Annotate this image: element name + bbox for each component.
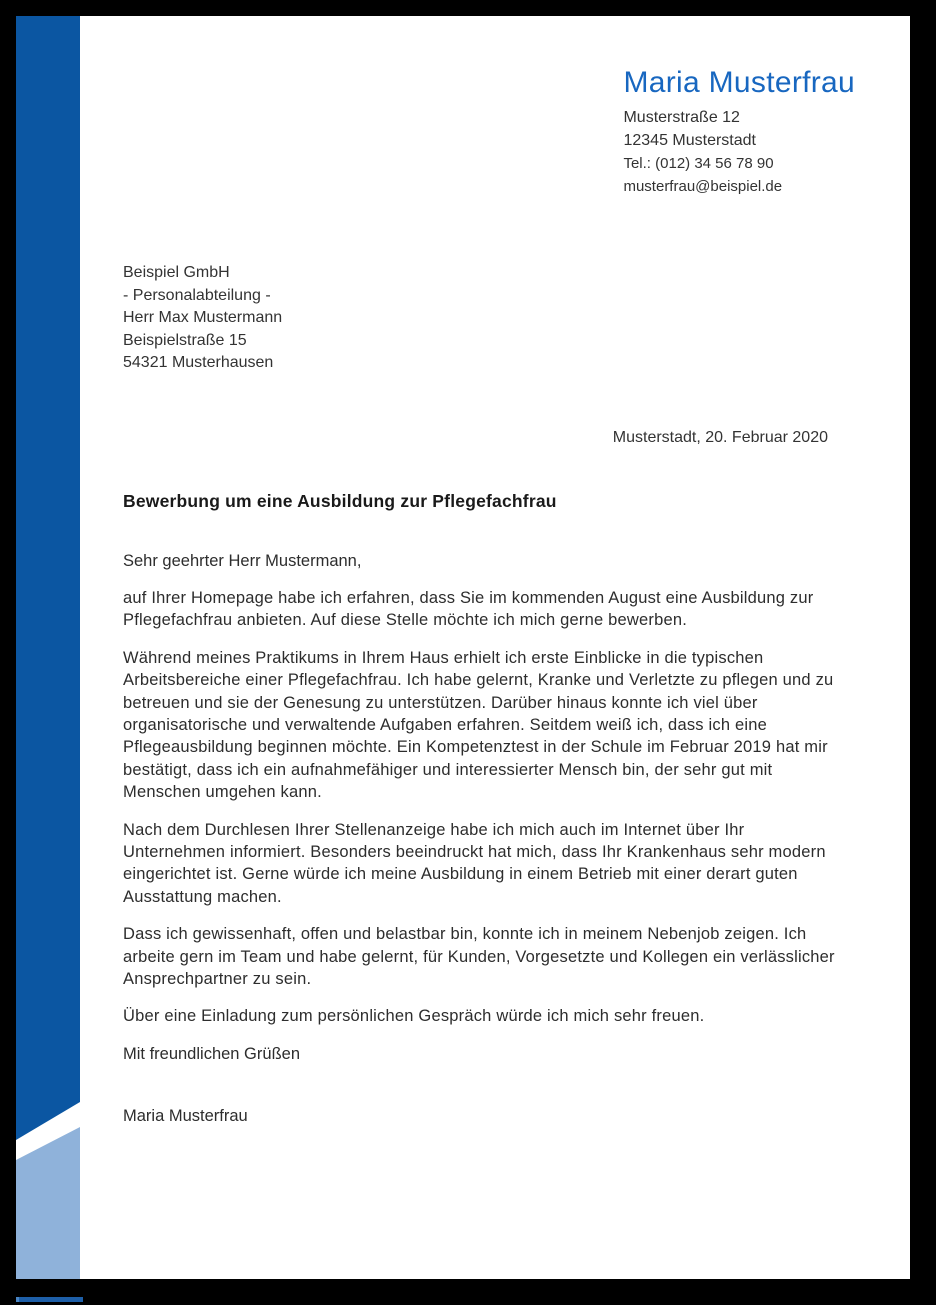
letter-content [123,16,855,1128]
sender-block [123,66,855,198]
body-paragraph: Nach dem Durchlesen Ihrer Stellenanzeige habe ich mich auch im Internet über Ihr Unternehmen informiert. Besonders beeindruckt hat mich, dass Ihr Krankenhaus sehr modern eingerichtet ist. Gerne würde ich meine Ausbildung in einem Betrieb mit einer derart guten Ausstattung machen. [123,820,826,906]
sender-phone: Tel.: (012) 34 56 78 90 [623,155,774,172]
sender-street: Musterstraße 12 [623,109,740,126]
accent-stripe-dark [16,16,80,1140]
recipient-line: Beispielstraße 15 [123,331,247,349]
signature-name: Maria Musterfrau [123,1107,248,1126]
sender-email: musterfrau@beispiel.de [623,178,783,195]
body-paragraph: Über eine Einladung zum persönlichen Gespräch würde ich mich sehr freuen. [123,1007,705,1026]
recipient-line: 54321 Musterhausen [123,354,274,371]
salutation: Sehr geehrter Herr Mustermann, [123,551,362,570]
recipient-line: Herr Max Mustermann [123,309,283,326]
sender-name: Maria Musterfrau [623,66,855,99]
subject-line: Bewerbung um eine Ausbildung zur Pflegefachfrau [123,490,557,511]
body-paragraph: Dass ich gewissenhaft, offen und belastbar bin, konnte ich in meinem Nebenjob zeigen. Ich arbeite gern im Team und habe gelernt, für Kunden, Vorgesetzte und Kollegen ein verlässlicher Ansprechpartner zu sein. [123,925,835,988]
body-paragraph: Während meines Praktikums in Ihrem Haus erhielt ich erste Einblicke in die typischen Arbeitsbereiche einer Pflegefachfrau. Ich habe gelernt, Kranke und Verletzte zu pflegen und zu betreuen und sie der Genesung zu unterstützen. Darüber hinaus konnte ich viel über organisatorische und verwaltende Aufgaben erfahren. Seitdem weiß ich, dass ich eine Pflegeausbildung beginnen möchte. Ein Kompetenztest in der Schule im Februar 2019 hat mir bestätigt, dass ich ein aufnahmefähiger und interessierter Mensch bin, der sehr gut mit Menschen umgehen kann. [123,648,834,802]
recipient-block [123,262,855,375]
recipient-line: - Personalabteilung - [123,286,271,304]
sender-city: 12345 Musterstadt [623,132,756,149]
next-page-edge [16,1297,83,1302]
recipient-line: Beispiel GmbH [123,264,230,281]
letter-page [16,16,910,1279]
valediction: Mit freundlichen Grüßen [123,1044,300,1063]
body-paragraph: auf Ihrer Homepage habe ich erfahren, dass Sie im kommenden August eine Ausbildung zur Pflegefachfrau anbieten. Auf diese Stelle möchte ich mich gerne bewerben. [123,588,814,630]
accent-stripe-light [16,1127,80,1279]
date-line: Musterstadt, 20. Februar 2020 [612,428,828,446]
